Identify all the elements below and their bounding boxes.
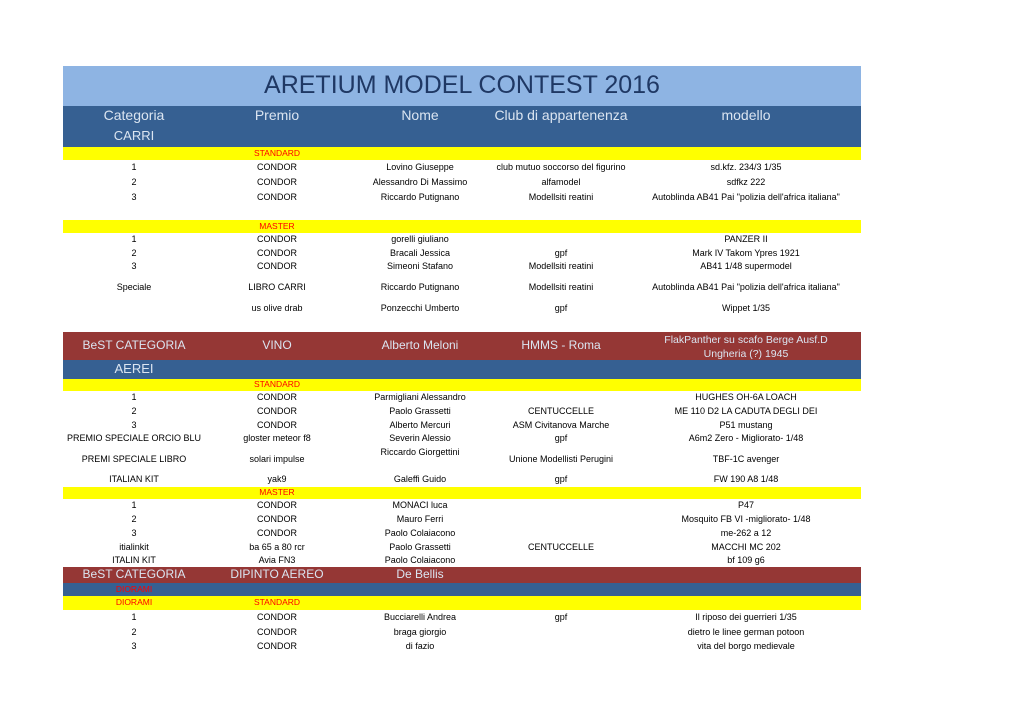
cell-premio: CONDOR [257, 641, 297, 652]
best-modello [631, 332, 861, 360]
cell-modello: HUGHES OH-6A LOACH [695, 392, 797, 403]
cell-club [491, 527, 631, 541]
diorami-standard-label: STANDARD [253, 597, 301, 608]
cell-modello: A6m2 Zero - Migliorato- 1/48 [688, 433, 804, 444]
cell-premio: CONDOR [257, 406, 297, 417]
cell-premio: CONDOR [257, 419, 297, 430]
cell-club: gpf [554, 474, 568, 485]
category-aerei-label: AEREI [114, 361, 154, 377]
cell-categoria: 2 [131, 627, 137, 638]
cell-club: gpf [554, 303, 568, 314]
cell-modello: sdfkz 222 [726, 176, 766, 187]
cell-categoria: 1 [131, 161, 137, 172]
header-club: Club di appartenenza [494, 107, 628, 124]
cell-club: Unione Modellisti Perugini [508, 453, 614, 464]
aerei-standard-label: STANDARD [253, 379, 301, 390]
cell-categoria: 2 [131, 176, 137, 187]
cell-categoria: 3 [131, 641, 137, 652]
best-premio: DIPINTO AEREO [230, 567, 324, 582]
table-row [63, 160, 861, 175]
cell-nome: braga giorgio [393, 627, 447, 638]
cell-categoria: 1 [131, 500, 137, 511]
cell-club [491, 233, 631, 247]
cell-categoria: PREMI SPECIALE LIBRO [81, 453, 187, 464]
cell-club [491, 513, 631, 527]
cell-nome: Alessandro Di Massimo [372, 176, 468, 187]
aerei-master-label: MASTER [259, 487, 295, 498]
cell-modello: me-262 a 12 [720, 528, 772, 539]
table-row [63, 446, 861, 473]
cell-club [491, 499, 631, 513]
cell-club [491, 554, 631, 567]
cell-nome: Bracali Jessica [389, 247, 451, 258]
cell-premio: CONDOR [257, 176, 297, 187]
cell-premio: CONDOR [257, 261, 297, 272]
cell-categoria: 3 [131, 528, 137, 539]
table-row [63, 391, 861, 405]
cell-modello: vita del borgo medievale [697, 641, 795, 652]
cell-categoria: 2 [131, 247, 137, 258]
spacer-row [63, 316, 861, 332]
carri-standard-row [63, 147, 861, 160]
table-row [63, 513, 861, 527]
cell-premio: CONDOR [257, 191, 297, 202]
cell-club: gpf [554, 433, 568, 444]
category-diorami-label: DIORAMI [115, 583, 153, 594]
category-diorami-row [63, 583, 861, 596]
cell-premio: CONDOR [257, 627, 297, 638]
cell-modello: Mosquito FB VI -migliorato- 1/48 [681, 514, 811, 525]
cell-modello: Mark IV Takom Ypres 1921 [692, 247, 800, 258]
best-modello-line2: Ungheria (?) 1945 [703, 347, 789, 360]
cell-nome: Alberto Mercuri [389, 419, 451, 430]
cell-categoria: 3 [131, 261, 137, 272]
table-row [63, 527, 861, 541]
cell-categoria: 3 [131, 191, 137, 202]
cell-categoria: ITALIAN KIT [109, 474, 159, 485]
cell-club [491, 391, 631, 405]
cell-premio: solari impulse [249, 453, 305, 464]
cell-club: Modellsiti reatini [528, 261, 594, 272]
best-club: HMMS - Roma [521, 338, 601, 353]
cell-club: club mutuo soccorso del figurino [496, 161, 626, 172]
cell-categoria: 2 [131, 514, 137, 525]
table-row [63, 247, 861, 260]
best-nome: Alberto Meloni [381, 338, 459, 353]
table-row [63, 499, 861, 513]
page-title: ARETIUM MODEL CONTEST 2016 [264, 71, 660, 100]
carri-master-label: MASTER [259, 220, 295, 231]
cell-categoria: 1 [131, 234, 137, 245]
carri-standard-label: STANDARD [253, 147, 301, 158]
best-categoria: BeST CATEGORIA [82, 338, 186, 353]
aerei-master-row [63, 487, 861, 499]
cell-modello: Autoblinda AB41 Pai "polizia dell'africa italiana" [652, 282, 840, 293]
cell-categoria: itialinkit [119, 541, 149, 552]
cell-nome: Paolo Grassetti [389, 541, 451, 552]
cell-premio: yak9 [267, 474, 287, 485]
cell-nome: Paolo Colaiacono [384, 528, 456, 539]
cell-premio: CONDOR [257, 247, 297, 258]
cell-categoria: 3 [131, 419, 137, 430]
aerei-best-row [63, 567, 861, 583]
cell-categoria: 1 [131, 392, 137, 403]
cell-nome: Simeoni Stafano [386, 261, 454, 272]
cell-nome: Riccardo Giorgettini [380, 447, 460, 457]
cell-nome: Bucciarelli Andrea [383, 612, 457, 623]
cell-modello: PANZER II [724, 234, 768, 245]
header-nome: Nome [401, 107, 439, 124]
cell-categoria [63, 302, 205, 316]
table-row [63, 175, 861, 190]
category-carri-label: CARRI [113, 128, 155, 144]
cell-modello: AB41 1/48 supermodel [700, 261, 792, 272]
best-nome: De Bellis [396, 567, 444, 582]
cell-modello: P51 mustang [719, 419, 773, 430]
cell-club: alfamodel [541, 176, 581, 187]
header-categoria: Categoria [103, 107, 165, 124]
cell-club [491, 626, 631, 640]
table-row [63, 274, 861, 302]
cell-nome: Riccardo Putignano [380, 282, 460, 293]
cell-premio: us olive drab [251, 303, 303, 314]
title-row [63, 66, 861, 106]
cell-nome: Paolo Colaiacono [384, 554, 456, 565]
cell-nome: MONACI luca [392, 500, 448, 511]
cell-modello: Il riposo dei guerrieri 1/35 [695, 612, 797, 623]
header-row [63, 106, 861, 126]
table-row [63, 260, 861, 274]
cell-categoria: 1 [131, 612, 137, 623]
cell-nome: Mauro Ferri [396, 514, 444, 525]
best-categoria: BeST CATEGORIA [82, 567, 186, 582]
cell-modello: dietro le linee german potoon [687, 627, 805, 638]
cell-premio: CONDOR [257, 514, 297, 525]
diorami-standard-row [63, 596, 861, 610]
diorami-label: DIORAMI [115, 597, 153, 608]
aerei-standard-row [63, 379, 861, 391]
cell-categoria: Speciale [116, 282, 152, 293]
cell-premio: CONDOR [257, 500, 297, 511]
cell-nome: Ponzecchi Umberto [380, 303, 460, 314]
table-row [63, 473, 861, 487]
cell-nome: Paolo Grassetti [389, 406, 451, 417]
cell-club: Modellsiti reatini [528, 191, 594, 202]
cell-modello: sd.kfz. 234/3 1/35 [710, 161, 782, 172]
table-row [63, 405, 861, 419]
cell-modello: ME 110 D2 LA CADUTA DEGLI DEI [674, 406, 818, 417]
cell-nome: gorelli giuliano [391, 234, 449, 245]
cell-modello: TBF-1C avenger [712, 453, 780, 464]
table-row [63, 190, 861, 205]
cell-modello: bf 109 g6 [727, 554, 765, 565]
table-row [63, 626, 861, 640]
cell-nome: Galeffi Guido [393, 474, 447, 485]
cell-categoria: ITALIN KIT [112, 554, 156, 565]
cell-premio: CONDOR [257, 234, 297, 245]
table-row [63, 233, 861, 247]
cell-premio: Avia FN3 [258, 554, 296, 565]
carri-best-row [63, 332, 861, 360]
cell-modello: Autoblinda AB41 Pai "polizia dell'africa italiana" [652, 191, 840, 202]
cell-premio: LIBRO CARRI [248, 282, 306, 293]
table-row [63, 610, 861, 626]
cell-nome: Severin Alessio [389, 433, 451, 444]
table-row [63, 419, 861, 432]
cell-club: gpf [554, 612, 568, 623]
cell-premio: CONDOR [257, 528, 297, 539]
table-row [63, 640, 861, 654]
cell-modello: MACCHI MC 202 [711, 541, 781, 552]
cell-categoria: 2 [131, 406, 137, 417]
table-row [63, 432, 861, 446]
cell-premio: gloster meteor f8 [243, 433, 311, 444]
header-modello: modello [721, 107, 771, 124]
cell-club: gpf [554, 247, 568, 258]
cell-modello: FW 190 A8 1/48 [713, 474, 779, 485]
category-carri-row [63, 126, 861, 147]
best-premio: VINO [262, 338, 292, 353]
cell-premio: CONDOR [257, 612, 297, 623]
cell-modello: P47 [737, 500, 754, 511]
cell-premio: ba 65 a 80 rcr [249, 541, 305, 552]
cell-club: ASM Civitanova Marche [512, 419, 610, 430]
spacer-row [63, 205, 861, 220]
table-row [63, 554, 861, 567]
category-aerei-row [63, 360, 861, 379]
cell-premio: CONDOR [257, 392, 297, 403]
cell-club: Modellsiti reatini [528, 282, 594, 293]
cell-club: CENTUCCELLE [527, 541, 594, 552]
cell-nome: Riccardo Putignano [380, 191, 460, 202]
cell-nome: Lovino Giuseppe [386, 161, 454, 172]
cell-club [491, 640, 631, 654]
cell-nome: Parmigliani Alessandro [374, 392, 466, 403]
cell-modello: Wippet 1/35 [721, 303, 771, 314]
carri-master-row [63, 220, 861, 233]
cell-categoria: PREMIO SPECIALE ORCIO BLU [66, 433, 202, 444]
table-row [63, 302, 861, 316]
header-premio: Premio [254, 107, 300, 124]
results-sheet [63, 66, 861, 654]
cell-premio: CONDOR [257, 161, 297, 172]
cell-nome: di fazio [405, 641, 435, 652]
best-modello-line1: FlakPanther su scafo Berge Ausf.D [664, 334, 828, 346]
cell-club: CENTUCCELLE [527, 406, 594, 417]
table-row [63, 541, 861, 554]
